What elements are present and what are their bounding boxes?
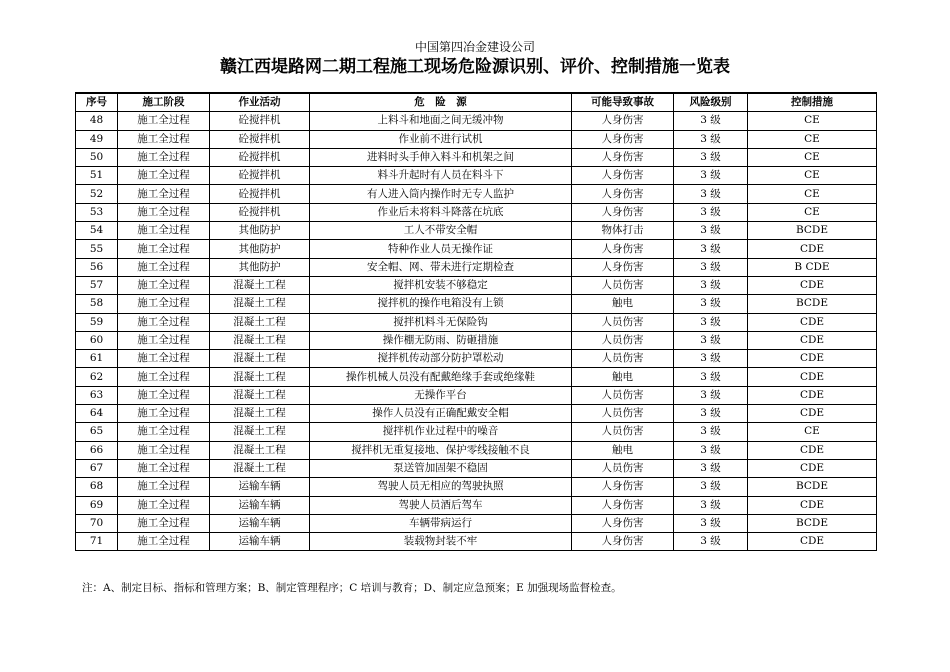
col-stage-cell: 施工全过程 — [118, 167, 210, 185]
col-activity-cell: 其他防护 — [210, 222, 310, 240]
col-activity-cell: 混凝土工程 — [210, 313, 310, 331]
col-risk-level-cell: 3 级 — [674, 130, 748, 148]
col-seq-cell: 63 — [76, 386, 118, 404]
col-activity-cell: 混凝土工程 — [210, 295, 310, 313]
col-risk-level-header: 风险级别 — [674, 93, 748, 112]
col-hazard-cell: 搅拌机安装不够稳定 — [310, 276, 572, 294]
col-risk-level-cell: 3 级 — [674, 240, 748, 258]
col-risk-level-cell: 3 级 — [674, 533, 748, 551]
col-stage-cell: 施工全过程 — [118, 148, 210, 166]
col-seq-cell: 60 — [76, 331, 118, 349]
col-accident-header: 可能导致事故 — [572, 93, 674, 112]
col-stage-cell: 施工全过程 — [118, 331, 210, 349]
col-seq-cell: 53 — [76, 203, 118, 221]
table-row — [76, 350, 877, 368]
table-row — [76, 313, 877, 331]
col-risk-level-cell: 3 级 — [674, 386, 748, 404]
table-body — [76, 112, 877, 551]
col-hazard-cell: 安全帽、网、带未进行定期检查 — [310, 258, 572, 276]
col-accident-cell: 人身伤害 — [572, 514, 674, 532]
col-stage-cell: 施工全过程 — [118, 368, 210, 386]
table-row — [76, 533, 877, 551]
col-accident-cell: 触电 — [572, 295, 674, 313]
col-accident-cell: 人身伤害 — [572, 130, 674, 148]
col-risk-level-cell: 3 级 — [674, 276, 748, 294]
col-risk-level-cell: 3 级 — [674, 350, 748, 368]
col-accident-cell: 人身伤害 — [572, 167, 674, 185]
col-activity-cell: 混凝土工程 — [210, 441, 310, 459]
col-accident-cell: 人员伤害 — [572, 386, 674, 404]
col-activity-cell: 砼搅拌机 — [210, 112, 310, 130]
col-accident-cell: 人身伤害 — [572, 533, 674, 551]
col-stage-cell: 施工全过程 — [118, 350, 210, 368]
table-row — [76, 148, 877, 166]
col-control-cell: CDE — [748, 386, 877, 404]
col-stage-cell: 施工全过程 — [118, 258, 210, 276]
footnote: 注：A、制定目标、指标和管理方案；B、制定管理程序；C 培训与教育；D、制定应急预案；E 加强现场监督检查。 — [82, 582, 622, 594]
col-activity-cell: 混凝土工程 — [210, 386, 310, 404]
col-stage-cell: 施工全过程 — [118, 313, 210, 331]
col-control-cell: BCDE — [748, 478, 877, 496]
col-stage-cell: 施工全过程 — [118, 405, 210, 423]
col-control-cell: CDE — [748, 240, 877, 258]
col-stage-cell: 施工全过程 — [118, 185, 210, 203]
table-row — [76, 423, 877, 441]
table-row — [76, 386, 877, 404]
col-activity-cell: 混凝土工程 — [210, 423, 310, 441]
col-seq-cell: 67 — [76, 459, 118, 477]
hazard-table — [75, 92, 877, 551]
col-risk-level-cell: 3 级 — [674, 368, 748, 386]
col-control-cell: CE — [748, 148, 877, 166]
col-hazard-cell: 驾驶人员酒后驾车 — [310, 496, 572, 514]
col-accident-cell: 物体打击 — [572, 222, 674, 240]
col-accident-cell: 触电 — [572, 441, 674, 459]
col-stage-cell: 施工全过程 — [118, 240, 210, 258]
col-hazard-cell: 泵送管加固架不稳固 — [310, 459, 572, 477]
col-activity-cell: 其他防护 — [210, 258, 310, 276]
col-hazard-cell: 搅拌机料斗无保险钩 — [310, 313, 572, 331]
col-control-cell: CE — [748, 130, 877, 148]
col-seq-cell: 58 — [76, 295, 118, 313]
col-stage-cell: 施工全过程 — [118, 459, 210, 477]
col-control-cell: CDE — [748, 276, 877, 294]
col-accident-cell: 人员伤害 — [572, 350, 674, 368]
col-stage-cell: 施工全过程 — [118, 276, 210, 294]
col-risk-level-cell: 3 级 — [674, 148, 748, 166]
table-row — [76, 167, 877, 185]
col-seq-cell: 54 — [76, 222, 118, 240]
table-row — [76, 130, 877, 148]
table-row — [76, 203, 877, 221]
table-row — [76, 459, 877, 477]
col-seq-cell: 71 — [76, 533, 118, 551]
document-title: 赣江西堤路网二期工程施工现场危险源识别、评价、控制措施一览表 — [220, 57, 730, 77]
col-accident-cell: 人员伤害 — [572, 331, 674, 349]
col-seq-cell: 59 — [76, 313, 118, 331]
col-stage-cell: 施工全过程 — [118, 203, 210, 221]
col-hazard-cell: 车辆带病运行 — [310, 514, 572, 532]
table-row — [76, 368, 877, 386]
col-accident-cell: 人身伤害 — [572, 478, 674, 496]
col-control-cell: CE — [748, 203, 877, 221]
col-seq-cell: 50 — [76, 148, 118, 166]
table-row — [76, 496, 877, 514]
col-hazard-cell: 工人不带安全帽 — [310, 222, 572, 240]
col-hazard-cell: 料斗升起时有人员在料斗下 — [310, 167, 572, 185]
col-seq-cell: 69 — [76, 496, 118, 514]
col-accident-cell: 人身伤害 — [572, 203, 674, 221]
col-control-cell: BCDE — [748, 514, 877, 532]
col-hazard-cell: 驾驶人员无相应的驾驶执照 — [310, 478, 572, 496]
col-hazard-cell: 操作棚无防雨、防砸措施 — [310, 331, 572, 349]
table-row — [76, 478, 877, 496]
col-activity-cell: 混凝土工程 — [210, 405, 310, 423]
table-row — [76, 441, 877, 459]
col-hazard-cell: 搅拌机的操作电箱没有上锁 — [310, 295, 572, 313]
col-risk-level-cell: 3 级 — [674, 478, 748, 496]
col-seq-cell: 61 — [76, 350, 118, 368]
company-name: 中国第四冶金建设公司 — [414, 40, 535, 54]
col-stage-cell: 施工全过程 — [118, 478, 210, 496]
table-row — [76, 185, 877, 203]
col-hazard-cell: 搅拌机无重复接地、保护零线接触不良 — [310, 441, 572, 459]
col-activity-header: 作业活动 — [210, 93, 310, 112]
col-accident-cell: 触电 — [572, 368, 674, 386]
col-stage-cell: 施工全过程 — [118, 441, 210, 459]
col-accident-cell: 人员伤害 — [572, 313, 674, 331]
table-row — [76, 240, 877, 258]
col-hazard-cell: 无操作平台 — [310, 386, 572, 404]
col-accident-cell: 人身伤害 — [572, 148, 674, 166]
col-hazard-cell: 搅拌机传动部分防护罩松动 — [310, 350, 572, 368]
col-control-cell: CDE — [748, 405, 877, 423]
col-activity-cell: 运输车辆 — [210, 514, 310, 532]
col-activity-cell: 运输车辆 — [210, 533, 310, 551]
col-stage-cell: 施工全过程 — [118, 295, 210, 313]
table-row — [76, 258, 877, 276]
table-row — [76, 331, 877, 349]
col-control-cell: CDE — [748, 533, 877, 551]
col-accident-cell: 人身伤害 — [572, 240, 674, 258]
col-risk-level-cell: 3 级 — [674, 258, 748, 276]
col-stage-cell: 施工全过程 — [118, 386, 210, 404]
col-activity-cell: 混凝土工程 — [210, 368, 310, 386]
col-control-cell: CDE — [748, 368, 877, 386]
col-stage-cell: 施工全过程 — [118, 423, 210, 441]
col-activity-cell: 砼搅拌机 — [210, 167, 310, 185]
col-seq-cell: 56 — [76, 258, 118, 276]
table-header-row — [76, 93, 877, 112]
col-hazard-cell: 上料斗和地面之间无缓冲物 — [310, 112, 572, 130]
col-seq-cell: 62 — [76, 368, 118, 386]
col-seq-cell: 65 — [76, 423, 118, 441]
col-seq-cell: 66 — [76, 441, 118, 459]
col-hazard-cell: 操作机械人员没有配戴绝缘手套或绝缘鞋 — [310, 368, 572, 386]
col-hazard-cell: 作业后未将料斗降落在坑底 — [310, 203, 572, 221]
col-control-header: 控制措施 — [748, 93, 877, 112]
table-row — [76, 112, 877, 130]
table-row — [76, 295, 877, 313]
col-hazard-cell: 操作人员没有正确配戴安全帽 — [310, 405, 572, 423]
col-seq-header: 序号 — [76, 93, 118, 112]
col-control-cell: CDE — [748, 350, 877, 368]
col-control-cell: CE — [748, 112, 877, 130]
col-risk-level-cell: 3 级 — [674, 496, 748, 514]
col-activity-cell: 运输车辆 — [210, 496, 310, 514]
col-stage-header: 施工阶段 — [118, 93, 210, 112]
col-hazard-cell: 有人进入筒内操作时无专人监护 — [310, 185, 572, 203]
col-accident-cell: 人员伤害 — [572, 459, 674, 477]
col-risk-level-cell: 3 级 — [674, 405, 748, 423]
col-control-cell: CE — [748, 185, 877, 203]
col-risk-level-cell: 3 级 — [674, 203, 748, 221]
col-seq-cell: 57 — [76, 276, 118, 294]
col-risk-level-cell: 3 级 — [674, 185, 748, 203]
table-row — [76, 514, 877, 532]
col-accident-cell: 人身伤害 — [572, 185, 674, 203]
col-activity-cell: 砼搅拌机 — [210, 130, 310, 148]
col-seq-cell: 52 — [76, 185, 118, 203]
col-risk-level-cell: 3 级 — [674, 313, 748, 331]
col-accident-cell: 人身伤害 — [572, 496, 674, 514]
col-activity-cell: 运输车辆 — [210, 478, 310, 496]
col-control-cell: BCDE — [748, 222, 877, 240]
col-control-cell: BCDE — [748, 295, 877, 313]
col-hazard-header: 危 险 源 — [310, 93, 572, 112]
col-control-cell: CDE — [748, 459, 877, 477]
col-seq-cell: 55 — [76, 240, 118, 258]
col-risk-level-cell: 3 级 — [674, 423, 748, 441]
col-stage-cell: 施工全过程 — [118, 533, 210, 551]
col-stage-cell: 施工全过程 — [118, 496, 210, 514]
col-risk-level-cell: 3 级 — [674, 167, 748, 185]
col-risk-level-cell: 3 级 — [674, 459, 748, 477]
col-risk-level-cell: 3 级 — [674, 295, 748, 313]
col-hazard-cell: 进料时头手伸入料斗和机架之间 — [310, 148, 572, 166]
col-activity-cell: 混凝土工程 — [210, 350, 310, 368]
col-seq-cell: 48 — [76, 112, 118, 130]
col-hazard-cell: 特种作业人员无操作证 — [310, 240, 572, 258]
col-control-cell: CDE — [748, 496, 877, 514]
col-control-cell: B CDE — [748, 258, 877, 276]
col-risk-level-cell: 3 级 — [674, 331, 748, 349]
col-seq-cell: 68 — [76, 478, 118, 496]
col-seq-cell: 70 — [76, 514, 118, 532]
col-control-cell: CE — [748, 167, 877, 185]
table-row — [76, 276, 877, 294]
col-hazard-cell: 搅拌机作业过程中的噪音 — [310, 423, 572, 441]
col-activity-cell: 混凝土工程 — [210, 276, 310, 294]
col-accident-cell: 人员伤害 — [572, 405, 674, 423]
col-seq-cell: 51 — [76, 167, 118, 185]
col-activity-cell: 砼搅拌机 — [210, 185, 310, 203]
col-control-cell: CDE — [748, 313, 877, 331]
col-accident-cell: 人员伤害 — [572, 423, 674, 441]
col-stage-cell: 施工全过程 — [118, 222, 210, 240]
col-stage-cell: 施工全过程 — [118, 130, 210, 148]
col-risk-level-cell: 3 级 — [674, 514, 748, 532]
table-row — [76, 222, 877, 240]
col-control-cell: CE — [748, 423, 877, 441]
col-control-cell: CDE — [748, 441, 877, 459]
col-risk-level-cell: 3 级 — [674, 112, 748, 130]
col-activity-cell: 砼搅拌机 — [210, 148, 310, 166]
col-control-cell: CDE — [748, 331, 877, 349]
col-accident-cell: 人员伤害 — [572, 276, 674, 294]
col-seq-cell: 64 — [76, 405, 118, 423]
col-risk-level-cell: 3 级 — [674, 222, 748, 240]
col-stage-cell: 施工全过程 — [118, 514, 210, 532]
col-accident-cell: 人身伤害 — [572, 112, 674, 130]
table-row — [76, 405, 877, 423]
col-accident-cell: 人身伤害 — [572, 258, 674, 276]
col-hazard-cell: 作业前不进行试机 — [310, 130, 572, 148]
col-seq-cell: 49 — [76, 130, 118, 148]
col-activity-cell: 混凝土工程 — [210, 331, 310, 349]
col-activity-cell: 砼搅拌机 — [210, 203, 310, 221]
col-stage-cell: 施工全过程 — [118, 112, 210, 130]
col-activity-cell: 混凝土工程 — [210, 459, 310, 477]
col-risk-level-cell: 3 级 — [674, 441, 748, 459]
col-activity-cell: 其他防护 — [210, 240, 310, 258]
col-hazard-cell: 装载物封装不牢 — [310, 533, 572, 551]
